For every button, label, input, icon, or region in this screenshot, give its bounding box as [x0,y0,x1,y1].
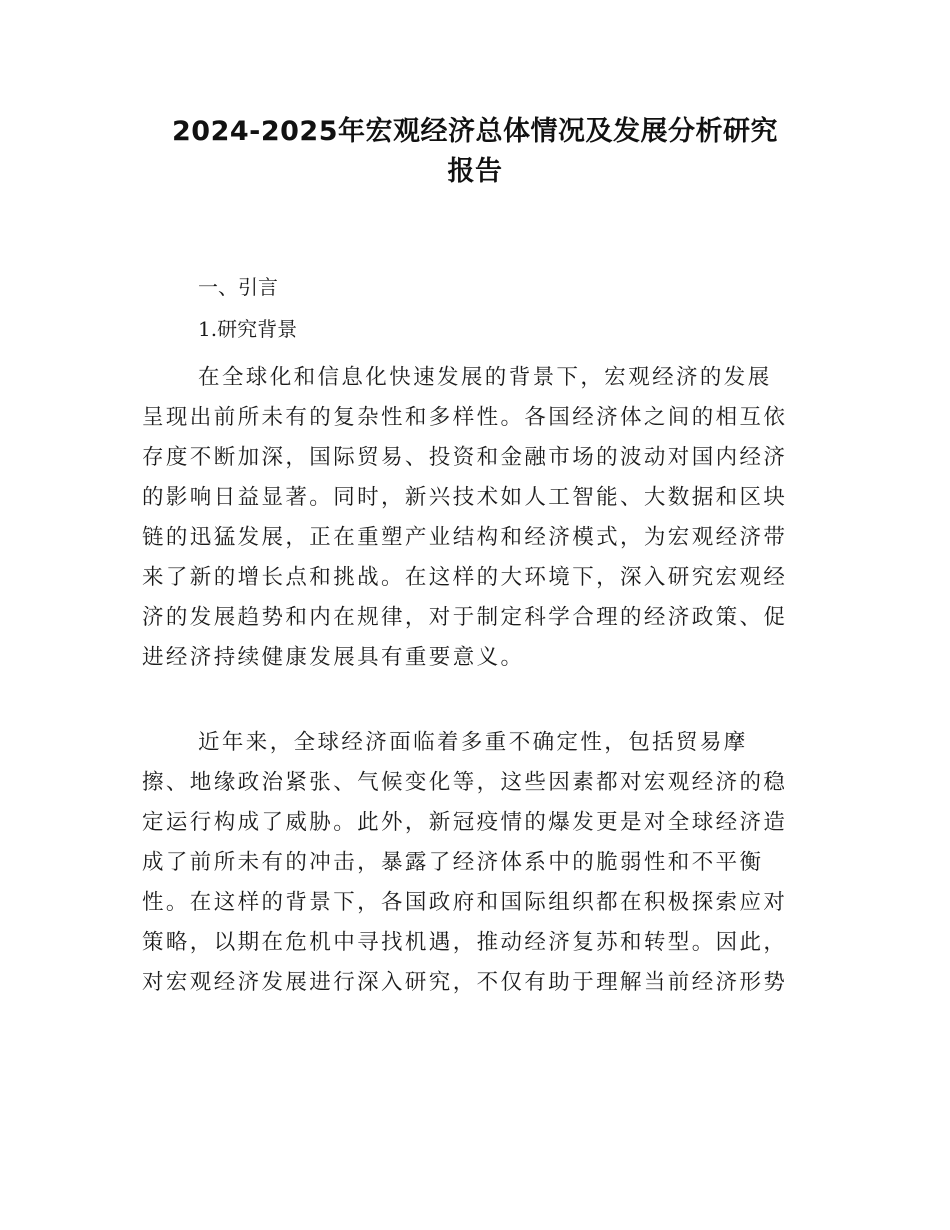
paragraph-line: 来了新的增长点和挑战。在这样的大环境下，深入研究宏观经 [142,565,788,590]
paragraph-line: 链的迅猛发展，正在重塑产业结构和经济模式，为宏观经济带 [142,525,788,550]
paragraph-line: 擦、地缘政治紧张、气候变化等，这些因素都对宏观经济的稳 [142,770,788,795]
paragraph-line: 济的发展趋势和内在规律，对于制定科学合理的经济政策、促 [142,605,788,630]
paragraph-line: 定运行构成了威胁。此外，新冠疫情的爆发更是对全球经济造 [142,810,788,835]
paragraph-line: 在全球化和信息化快速发展的背景下，宏观经济的发展 [198,365,772,390]
paragraph-line: 进经济持续健康发展具有重要意义。 [142,645,525,670]
paragraph-line: 策略，以期在危机中寻找机遇，推动经济复苏和转型。因此， [142,930,788,955]
body-paragraph [142,358,822,678]
paragraph-line: 成了前所未有的冲击，暴露了经济体系中的脆弱性和不平衡 [142,850,764,875]
title-line: 2024-2025年宏观经济总体情况及发展分析研究 [172,116,778,147]
paragraph-line: 对宏观经济发展进行深入研究，不仅有助于理解当前经济形势 [142,970,788,995]
paragraph-line: 性。在这样的背景下，各国政府和国际组织都在积极探索应对 [142,890,788,915]
section-heading: 一、引言 [198,275,278,299]
paragraph-line: 近年来，全球经济面临着多重不确定性，包括贸易摩 [198,730,748,755]
document-title [130,112,820,192]
paragraph-line: 存度不断加深，国际贸易、投资和金融市场的波动对国内经济 [142,445,788,470]
body-paragraph [142,723,822,1003]
paragraph-line: 的影响日益显著。同时，新兴技术如人工智能、大数据和区块 [142,485,788,510]
paragraph-line: 呈现出前所未有的复杂性和多样性。各国经济体之间的相互依 [142,405,788,430]
subsection-heading: 1.研究背景 [198,317,298,341]
title-line: 报告 [447,156,503,187]
